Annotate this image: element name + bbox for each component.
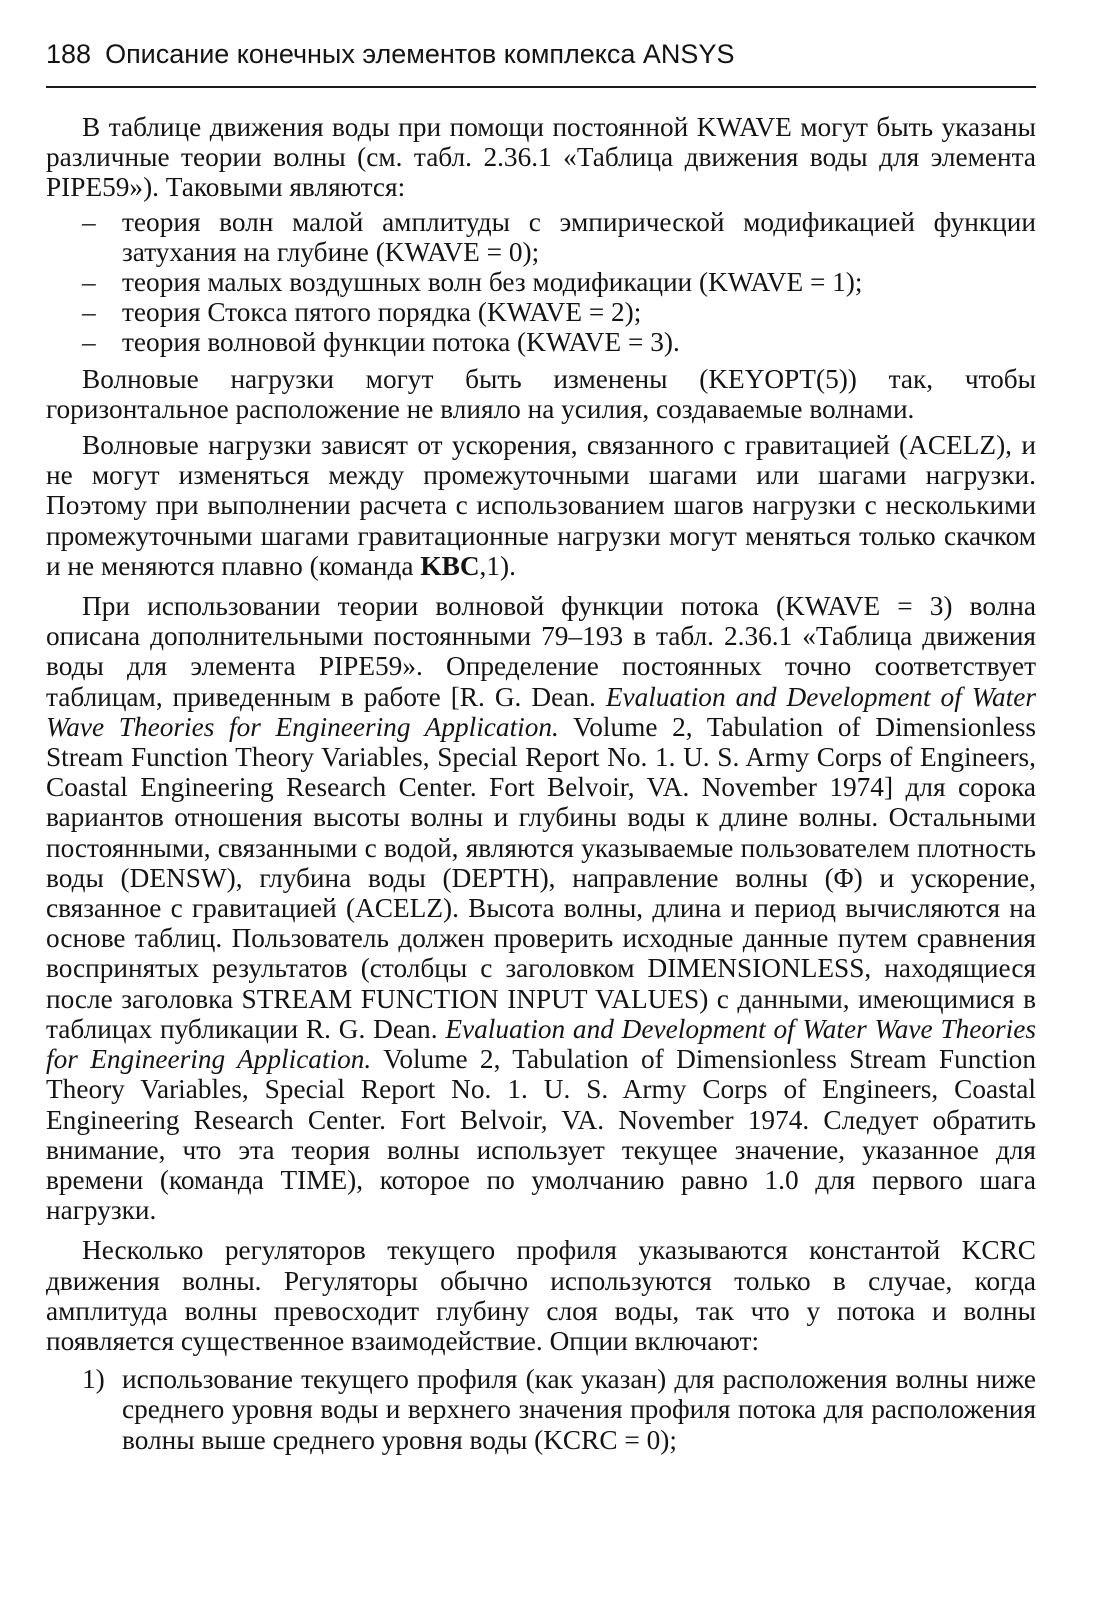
text-run: Volume 2, Tabulation of Dimensionless Stream Function Theory Variables, Special Report No. 1. U. S. Army Corps of Engineers, Coastal Engineering Research Center. Fort Belvoir, VA. November 1974] для сорока вариантов отношения высоты волны и глубины воды к длине волны. Остальными постоянными, связанными с водой, являются указываемые пользователем плотность воды (DENSW), глубина воды (DEPTH), направление волны (Φ) и ускорение, связанное с гравитацией (ACELZ). Высота волны, длина и период вычисляются на основе таблиц. Пользователь должен проверить исходные данные путем сравнения воспринятых результатов (столбцы с заголовком DIMENSIONLESS, находящиеся после заголовка STREAM FUNCTION INPUT VALUES) с данными, имеющимися в таблицах публикации R. G. Dean.	[46, 711, 1036, 1044]
list-marker: 1)	[82, 1364, 105, 1395]
paragraph-stream-function	[46, 591, 1036, 1225]
list-item-text: использование текущего профиля (как указан) для расположения волны ниже среднего уровня воды и верхнего значения профиля потока для расположения волны выше среднего уровня воды (KCRC = 0);	[122, 1364, 1036, 1455]
list-item: – теория волн малой амплитуды с эмпирической модификацией функции затухания на глубине (KWAVE = 0);	[46, 207, 1036, 267]
running-title: Описание конечных элементов комплекса ANSYS	[105, 39, 735, 69]
citation-title: Evaluation and Development of Water Wave Theories for Engineering Application.	[46, 1013, 1037, 1075]
list-item: – теория волновой функции потока (KWAVE = 3).	[46, 327, 1036, 357]
text-run: ,1).	[479, 550, 516, 581]
kcrc-options-list	[46, 1364, 1036, 1455]
command-kbc: KBC	[420, 550, 480, 581]
page-number: 188	[46, 39, 92, 69]
list-item: – теория Стокса пятого порядка (KWAVE = 2);	[46, 297, 1036, 327]
page-header	[46, 36, 1036, 88]
paragraph-keyopt5: Волновые нагрузки могут быть изменены (KEYOPT(5)) так, чтобы горизонтальное расположение не влияло на усилия, создаваемые волнами.	[46, 363, 1036, 424]
text-run: При использовании теории волновой функции потока (KWAVE = 3) волна описана дополнительными постоянными 79–193 в табл. 2.36.1 «Таблица движения воды для элемента PIPE59». Определение постоянных точно соответствует таблицам, приведенным в работе [R. G. Dean.	[46, 591, 1036, 712]
list-item: – теория малых воздушных волн без модификации (KWAVE = 1);	[46, 267, 1036, 297]
paragraph-wave-theories-intro: В таблице движения воды при помощи постоянной KWAVE могут быть указаны различные теории волны (см. табл. 2.36.1 «Таблица движения воды для элемента PIPE59»). Таковыми являются:	[46, 112, 1036, 203]
page-body	[46, 112, 1036, 1455]
text-run: Volume 2, Tabulation of Dimensionless Stream Function Theory Variables, Special Report No. 1. U. S. Army Corps of Engineers, Coastal Engineering Research Center. Fort Belvoir, VA. November 1974. Следует обратить внимание, что эта теория волны использует текущее значение, указанное для времени (команда TIME), которое по умолчанию равно 1.0 для первого шага нагрузки.	[46, 1044, 1036, 1226]
wave-theory-list	[46, 207, 1036, 358]
citation-title: Evaluation and Development of Water Wave Theories for Engineering Application.	[46, 681, 1036, 742]
list-item	[46, 1364, 1036, 1455]
paragraph-acelz	[46, 430, 1036, 581]
paragraph-kcrc: Несколько регуляторов текущего профиля указываются константой KCRC движения волны. Регуляторы обычно используются только в случае, когда амплитуда волны превосходит глубину слоя воды, так что у потока и волны появляется существенное взаимодействие. Опции включают:	[46, 1235, 1036, 1356]
text-run: Волновые нагрузки зависят от ускорения, связанного с гравитацией (ACELZ), и не могут изменяться между промежуточными шагами или шагами нагрузки. Поэтому при выполнении расчета с использованием шагов нагрузки с несколькими промежуточными шагами гравитационные нагрузки могут меняться только скачком и не меняются плавно (команда	[46, 430, 1036, 581]
